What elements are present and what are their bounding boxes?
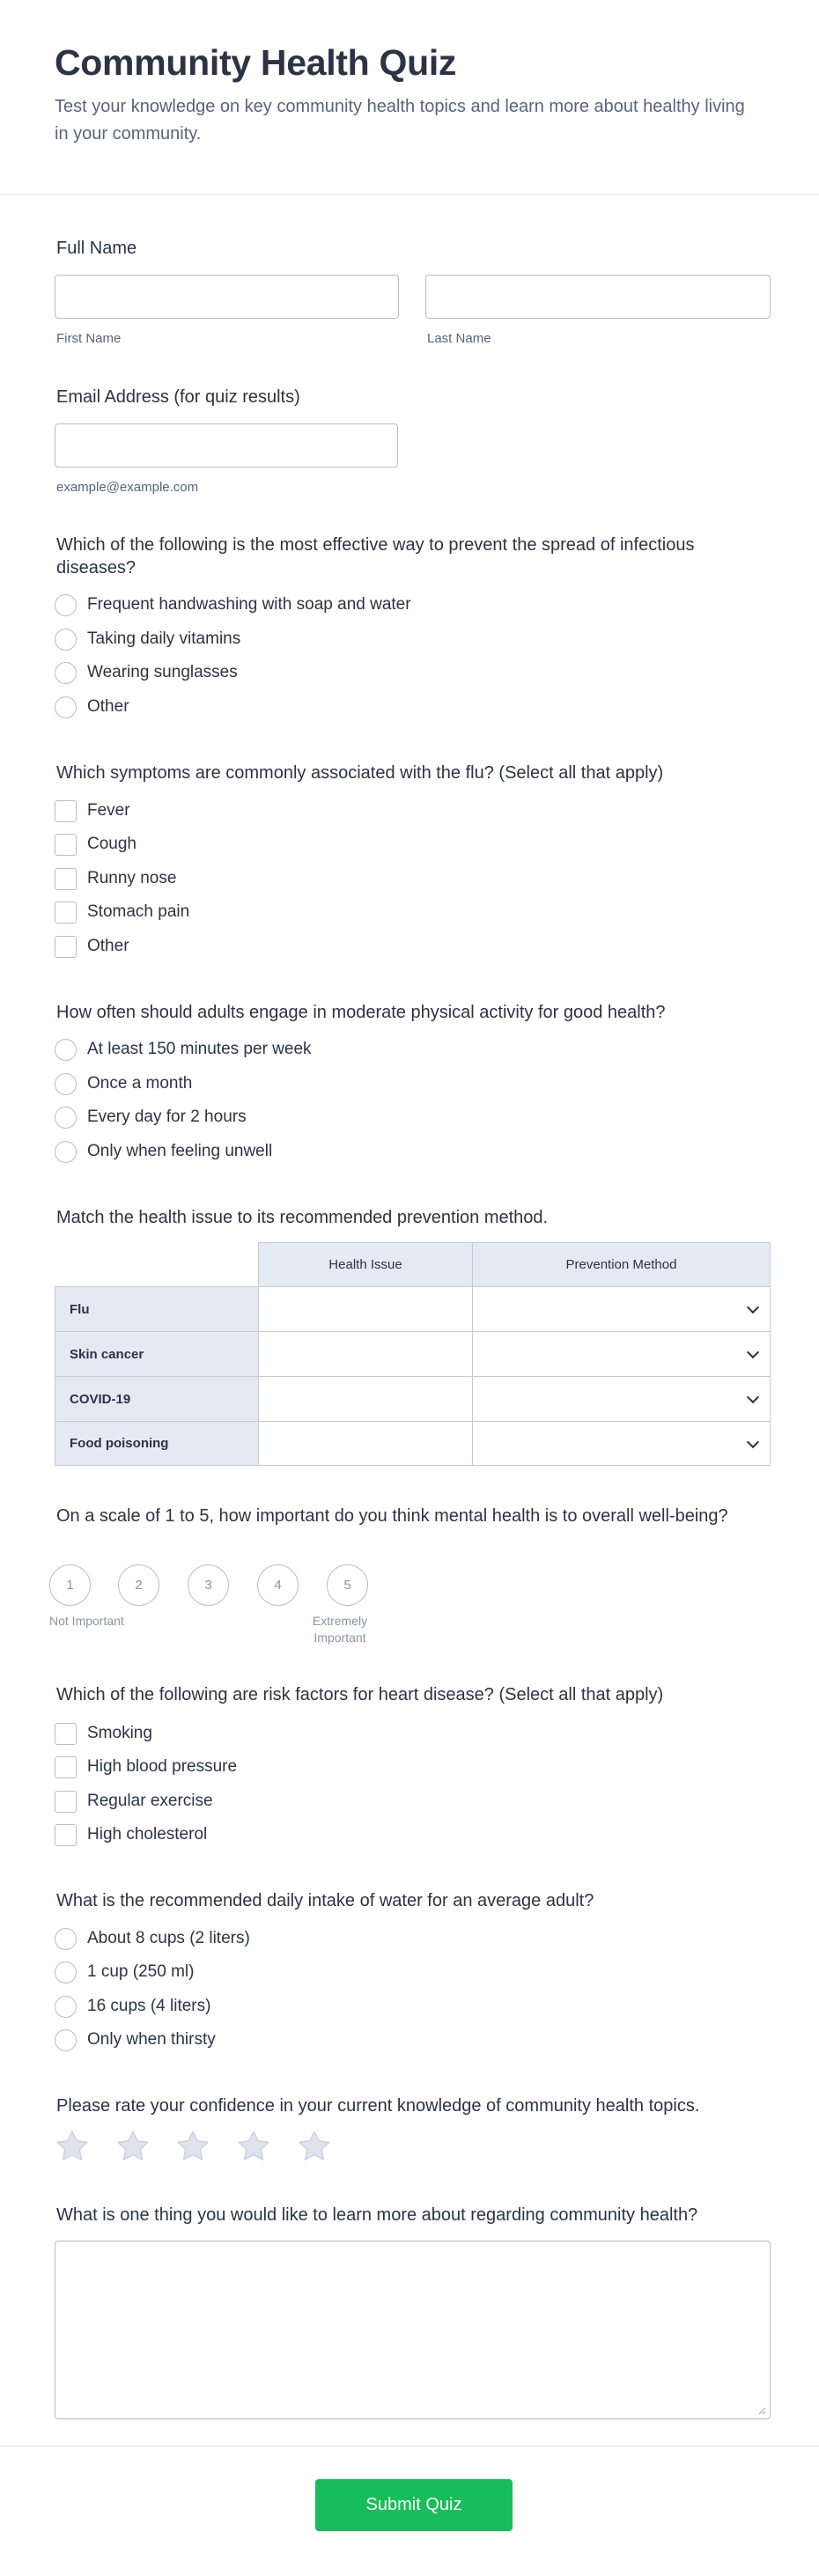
radio-button[interactable] <box>55 1961 77 1984</box>
question-heart-disease: Which of the following are risk factors for heart disease? (Select all that apply) <box>56 1685 664 1704</box>
option-label: Other <box>87 937 129 955</box>
scale-option-4[interactable]: 4 <box>257 1564 299 1606</box>
checkbox-option[interactable] <box>55 798 130 824</box>
option-label: Wearing sunglasses <box>87 663 238 681</box>
checkbox[interactable] <box>55 1723 77 1745</box>
checkbox[interactable] <box>55 1756 77 1778</box>
radio-option[interactable] <box>55 1993 210 2020</box>
option-label: Smoking <box>87 1724 152 1742</box>
radio-button[interactable] <box>55 1107 77 1129</box>
scale-low-label: Not Important <box>49 1614 124 1628</box>
submit-button[interactable]: Submit Quiz <box>315 2479 513 2531</box>
checkbox[interactable] <box>55 800 77 822</box>
chevron-down-icon <box>747 1301 759 1314</box>
radio-button[interactable] <box>55 1928 77 1950</box>
option-label: Once a month <box>87 1074 193 1093</box>
checkbox[interactable] <box>55 902 77 924</box>
email-input[interactable] <box>55 423 398 467</box>
radio-option[interactable] <box>55 1925 250 1952</box>
question-match-prevention: Match the health issue to its recommended prevention method. <box>56 1208 549 1227</box>
email-label: Email Address (for quiz results) <box>56 387 300 407</box>
star-icon[interactable] <box>296 2129 333 2164</box>
radio-button[interactable] <box>55 1039 77 1061</box>
radio-option[interactable] <box>55 626 240 652</box>
option-label: Taking daily vitamins <box>87 629 241 648</box>
checkbox-option[interactable] <box>55 933 129 960</box>
radio-button[interactable] <box>55 1996 77 2018</box>
star-icon[interactable] <box>54 2129 91 2164</box>
option-label: High blood pressure <box>87 1757 238 1776</box>
matrix-text-cell[interactable] <box>258 1421 473 1466</box>
last-name-sublabel: Last Name <box>427 331 491 346</box>
question-water-intake: What is the recommended daily intake of water for an average adult? <box>56 1891 594 1910</box>
checkbox[interactable] <box>55 936 77 958</box>
last-name-input[interactable] <box>425 275 771 319</box>
matrix-dropdown[interactable] <box>472 1286 771 1332</box>
option-label: Only when feeling unwell <box>87 1142 273 1160</box>
scale-high-label-line2: Important <box>314 1630 366 1645</box>
email-sublabel: example@example.com <box>56 480 199 495</box>
learn-more-textarea[interactable] <box>55 2241 771 2419</box>
option-label: About 8 cups (2 liters) <box>87 1929 250 1947</box>
radio-button[interactable] <box>55 2029 77 2051</box>
radio-button[interactable] <box>55 1073 77 1095</box>
chevron-down-icon <box>747 1391 759 1403</box>
option-label: Every day for 2 hours <box>87 1108 247 1126</box>
checkbox[interactable] <box>55 1824 77 1846</box>
checkbox-option[interactable] <box>55 1720 152 1747</box>
matrix-column-header: Prevention Method <box>472 1242 771 1287</box>
option-label: 1 cup (250 ml) <box>87 1962 195 1981</box>
option-label: Cough <box>87 835 136 853</box>
matrix-row-label: COVID-19 <box>55 1376 259 1422</box>
matrix-row-label: Skin cancer <box>55 1331 259 1377</box>
radio-option[interactable] <box>55 1071 192 1097</box>
scale-option-5[interactable]: 5 <box>327 1564 368 1606</box>
question-physical-activity: How often should adults engage in moderate physical activity for good health? <box>56 1003 666 1022</box>
scale-high-label-line1: Extremely <box>312 1614 368 1628</box>
radio-button[interactable] <box>55 1141 77 1163</box>
option-label: Frequent handwashing with soap and water <box>87 595 411 614</box>
matrix-column-header: Health Issue <box>258 1242 473 1287</box>
matrix-text-cell[interactable] <box>258 1286 473 1332</box>
option-label: Only when thirsty <box>87 2030 216 2049</box>
star-icon[interactable] <box>235 2129 272 2164</box>
checkbox-option[interactable] <box>55 1822 207 1848</box>
matrix-text-cell[interactable] <box>258 1376 473 1422</box>
option-label: Stomach pain <box>87 902 190 921</box>
option-label: At least 150 minutes per week <box>87 1040 312 1058</box>
radio-button[interactable] <box>55 594 77 616</box>
radio-option[interactable] <box>55 2027 216 2053</box>
matrix-row-label: Flu <box>55 1286 259 1332</box>
checkbox-option[interactable] <box>55 865 176 892</box>
matrix-dropdown[interactable] <box>472 1376 771 1422</box>
checkbox[interactable] <box>55 834 77 856</box>
scale-option-1[interactable]: 1 <box>49 1564 91 1606</box>
chevron-down-icon <box>747 1346 759 1358</box>
radio-option[interactable] <box>55 592 411 618</box>
radio-option[interactable] <box>55 1959 194 1985</box>
matrix-table <box>55 1242 771 1466</box>
option-label: Fever <box>87 801 130 820</box>
radio-option[interactable] <box>55 694 129 720</box>
full-name-label: Full Name <box>56 239 137 258</box>
question-flu-symptoms: Which symptoms are commonly associated with the flu? (Select all that apply) <box>56 763 664 783</box>
radio-option[interactable] <box>55 659 238 686</box>
radio-option[interactable] <box>55 1036 312 1063</box>
checkbox-option[interactable] <box>55 831 136 857</box>
question-learn-more: What is one thing you would like to learn more about regarding community health? <box>56 2205 698 2225</box>
radio-button[interactable] <box>55 696 77 718</box>
option-label: Runny nose <box>87 869 177 887</box>
question-mental-health: On a scale of 1 to 5, how important do you think mental health is to overall well-being? <box>56 1506 728 1526</box>
page-subtitle: Test your knowledge on key community health topics and learn more about healthy living in your community. <box>55 97 745 144</box>
checkbox-option[interactable] <box>55 1754 237 1780</box>
radio-option[interactable] <box>55 1104 247 1130</box>
scale-option-3[interactable]: 3 <box>188 1564 229 1606</box>
star-icon[interactable] <box>114 2129 151 2164</box>
checkbox[interactable] <box>55 1791 77 1813</box>
checkbox-option[interactable] <box>55 899 189 925</box>
resize-grip-icon[interactable] <box>757 2406 766 2415</box>
first-name-input[interactable] <box>55 275 399 319</box>
option-label: High cholesterol <box>87 1825 208 1844</box>
matrix-dropdown[interactable] <box>472 1421 771 1466</box>
question-prevent-spread: Which of the following is the most effective way to prevent the spread of infectious diseases? <box>56 535 695 578</box>
chevron-down-icon <box>747 1435 759 1447</box>
form-header <box>0 0 819 195</box>
option-label: 16 cups (4 liters) <box>87 1997 211 2015</box>
matrix-row-label: Food poisoning <box>55 1421 259 1466</box>
checkbox-option[interactable] <box>55 1788 213 1814</box>
radio-button[interactable] <box>55 662 77 684</box>
question-confidence-rating: Please rate your confidence in your current knowledge of community health topics. <box>56 2096 700 2116</box>
radio-option[interactable] <box>55 1138 272 1165</box>
scale-option-2[interactable]: 2 <box>118 1564 159 1606</box>
first-name-sublabel: First Name <box>56 331 122 346</box>
star-icon[interactable] <box>174 2129 211 2164</box>
matrix-text-cell[interactable] <box>258 1331 473 1377</box>
radio-button[interactable] <box>55 629 77 651</box>
option-label: Regular exercise <box>87 1792 213 1810</box>
option-label: Other <box>87 697 129 716</box>
matrix-dropdown[interactable] <box>472 1331 771 1377</box>
checkbox[interactable] <box>55 868 77 890</box>
page-title: Community Health Quiz <box>55 42 457 83</box>
